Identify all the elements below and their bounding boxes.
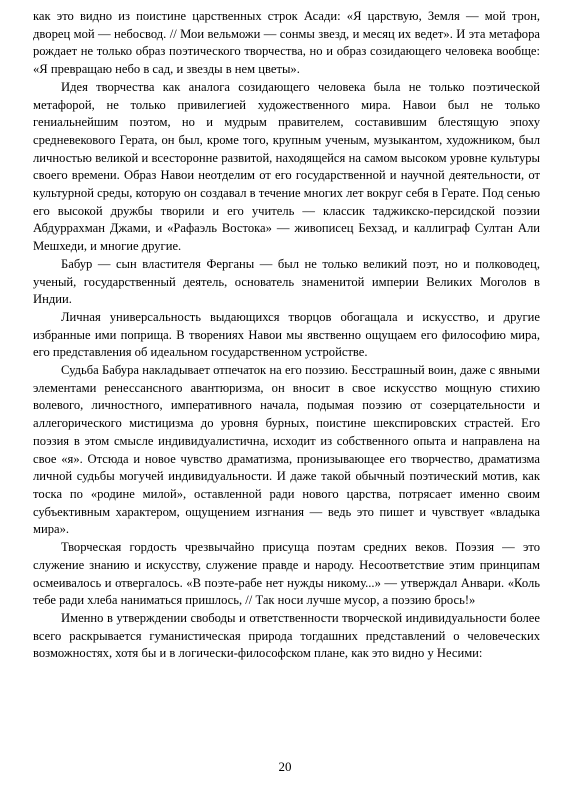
paragraph-3: Бабур — сын властителя Ферганы — был не только великий поэт, но и полководец, ученый, государственный деятель, основатель знаменитой империи Великих Моголов в Индии. xyxy=(33,256,540,307)
paragraph-7: Именно в утверждении свободы и ответственности творческой индивидуальности более всего раскрывается гуманистическая природа тогдашних представлений о человеческих возможностях, хотя бы и в логически-философском плане, как это видно у Несими: xyxy=(33,610,540,661)
paragraph-1: как это видно из поистине царственных строк Асади: «Я царствую, Земля — мой трон, дворец мой — небосвод. // Мои вельможи — сонмы звезд, и месяц их ведет». И эта метафора рождает не только образ поэтического творчества, но и образ созидающего человека вообще: «Я превращаю небо в сад, и звезды в нем цветы». xyxy=(33,9,540,77)
paragraph-6: Творческая гордость чрезвычайно присуща поэтам средних веков. Поэзия — это служение знанию и искусству, служение правде и народу. Несоответствие этим принципам осмеивалось и отвергалось. «В поэте-рабе нет нужды никому...» — утверждал Анвари. «Коль тебе ради хлеба наниматься пришлось, // Так носи лучше мусор, а поэзию брось!» xyxy=(33,540,540,608)
page-number: 20 xyxy=(278,759,292,774)
paragraph-4: Личная универсальность выдающихся творцов обогащала и искусство, и другие избранные ими поприща. В творениях Навои мы явственно ощущаем его философию мира, его представления об идеальном государственном устройстве. xyxy=(33,309,540,360)
paragraph-2: Идея творчества как аналога созидающего человека была не только поэтической метафорой, не только привилегией художественного мира. Навои был не только гениальнейшим поэтом, но и мудрым правителем, составившим блестящую эпоху средневекового Герата, он был, кроме того, крупным ученым, музыкантом, художником, был личностью великой и всесторонне развитой, находящейся на самом высоком уровне культуры своего времени. Образ Навои неотделим от его государственной и научной деятельности, от культурной среды, которую он создавал в течение многих лет вокруг себя в Герате. Под сенью его высокой дружбы творили и его учитель — классик таджикско-персидской поэзии Абдуррахман Джами, и «Рафаэль Востока» — живописец Бехзад, и каллиграф Султан Али Мешхеди, и многие другие. xyxy=(33,79,540,254)
paragraph-5: Судьба Бабура накладывает отпечаток на его поэзию. Бесстрашный воин, даже с явными элементами ренессансного авантюризма, он вносит в свое искусство мощную стихию волевого, личностного, императивного начала, подымая поэзию от созерцательности и аллегорического мистицизма до уровня бурных, поистине шекспировских страстей. Его поэзия в этом смысле индивидуалистична, исходит из собственного опыта и направлена на свое «я». Отсюда и новое чувство драматизма, пронизывающее его творчество, драматизма личной судьбы могучей индивидуальности. И даже такой обычный поэтический мотив, как тоска по «родине милой», оставленной ради нового царства, потрясает именно своим субъективным характером, ощущением изгнания — ведь это пишет и чувствует «владыка мира». xyxy=(33,363,540,537)
